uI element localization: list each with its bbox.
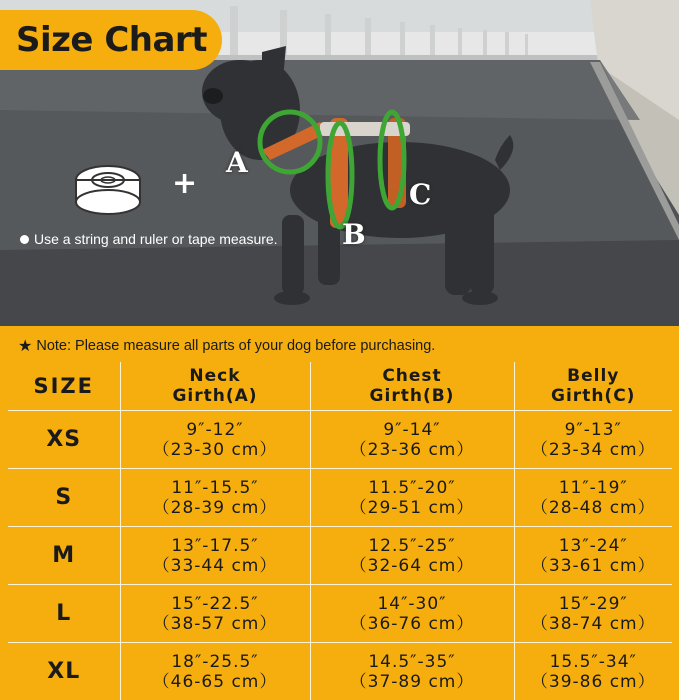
table-row (8, 527, 672, 585)
chest-cell (310, 527, 514, 585)
neck-cell (120, 411, 310, 469)
neck-cm: （28-39 cm） (121, 498, 310, 518)
belly-inches: 15.5″-34″ (515, 652, 673, 672)
label-b: B (342, 218, 366, 251)
neck-cm: （46-65 cm） (121, 672, 310, 692)
star-icon: ★ (18, 336, 32, 356)
belly-inches: 13″-24″ (515, 536, 673, 556)
measure-tip-text: Use a string and ruler or tape measure. (34, 231, 278, 247)
purchase-note (18, 336, 435, 356)
chest-inches: 11.5″-20″ (311, 478, 514, 498)
table-row (8, 585, 672, 643)
plus-icon: + (172, 166, 197, 201)
header-neck-line1: Neck (121, 366, 310, 386)
header-neck-line2: Girth(A) (121, 386, 310, 406)
tape-measure-icon (76, 166, 140, 214)
label-a: A (226, 146, 248, 179)
belly-inches: 15″-29″ (515, 594, 673, 614)
belly-cell (514, 643, 672, 700)
neck-inches: 18″-25.5″ (121, 652, 310, 672)
neck-cell (120, 527, 310, 585)
neck-cm: （23-30 cm） (121, 440, 310, 460)
neck-cell (120, 585, 310, 643)
size-cell: L (8, 585, 120, 643)
chest-inches: 14″-30″ (311, 594, 514, 614)
table-row (8, 643, 672, 700)
belly-cm: （33-61 cm） (515, 556, 673, 576)
size-cell: XL (8, 643, 120, 700)
neck-cm: （33-44 cm） (121, 556, 310, 576)
neck-cell (120, 469, 310, 527)
belly-cm: （39-86 cm） (515, 672, 673, 692)
belly-inches: 9″-13″ (515, 420, 673, 440)
belly-cell (514, 469, 672, 527)
chest-cm: （32-64 cm） (311, 556, 514, 576)
chest-cell (310, 411, 514, 469)
size-cell: S (8, 469, 120, 527)
chest-cm: （36-76 cm） (311, 614, 514, 634)
chest-cm: （29-51 cm） (311, 498, 514, 518)
table-header-row (8, 362, 672, 411)
page-title: Size Chart (16, 20, 207, 60)
neck-cm: （38-57 cm） (121, 614, 310, 634)
header-chest-line2: Girth(B) (311, 386, 514, 406)
table-row (8, 469, 672, 527)
label-c: C (409, 178, 431, 211)
belly-cell (514, 585, 672, 643)
title-badge (0, 10, 222, 70)
header-neck (120, 362, 310, 411)
belly-cm: （23-34 cm） (515, 440, 673, 460)
belly-cell (514, 527, 672, 585)
header-belly-line2: Girth(C) (515, 386, 673, 406)
neck-inches: 9″-12″ (121, 420, 310, 440)
belly-cell (514, 411, 672, 469)
measure-tip (20, 231, 278, 247)
neck-inches: 15″-22.5″ (121, 594, 310, 614)
neck-cell (120, 643, 310, 700)
size-cell: M (8, 527, 120, 585)
header-belly (514, 362, 672, 411)
header-chest-line1: Chest (311, 366, 514, 386)
size-cell: XS (8, 411, 120, 469)
table-row (8, 411, 672, 469)
belly-inches: 11″-19″ (515, 478, 673, 498)
belly-cm: （28-48 cm） (515, 498, 673, 518)
header-belly-line1: Belly (515, 366, 673, 386)
bullet-icon (20, 235, 29, 244)
header-chest (310, 362, 514, 411)
chest-inches: 12.5″-25″ (311, 536, 514, 556)
note-text: Note: Please measure all parts of your dog before purchasing. (36, 338, 435, 354)
chest-cell (310, 469, 514, 527)
size-table (8, 362, 672, 700)
neck-inches: 13″-17.5″ (121, 536, 310, 556)
chest-cell (310, 585, 514, 643)
header-size: SIZE (8, 362, 120, 411)
chest-cell (310, 643, 514, 700)
chest-cm: （37-89 cm） (311, 672, 514, 692)
neck-inches: 11″-15.5″ (121, 478, 310, 498)
chest-inches: 14.5″-35″ (311, 652, 514, 672)
dog-photo (0, 0, 679, 326)
belly-cm: （38-74 cm） (515, 614, 673, 634)
chest-inches: 9″-14″ (311, 420, 514, 440)
chest-cm: （23-36 cm） (311, 440, 514, 460)
